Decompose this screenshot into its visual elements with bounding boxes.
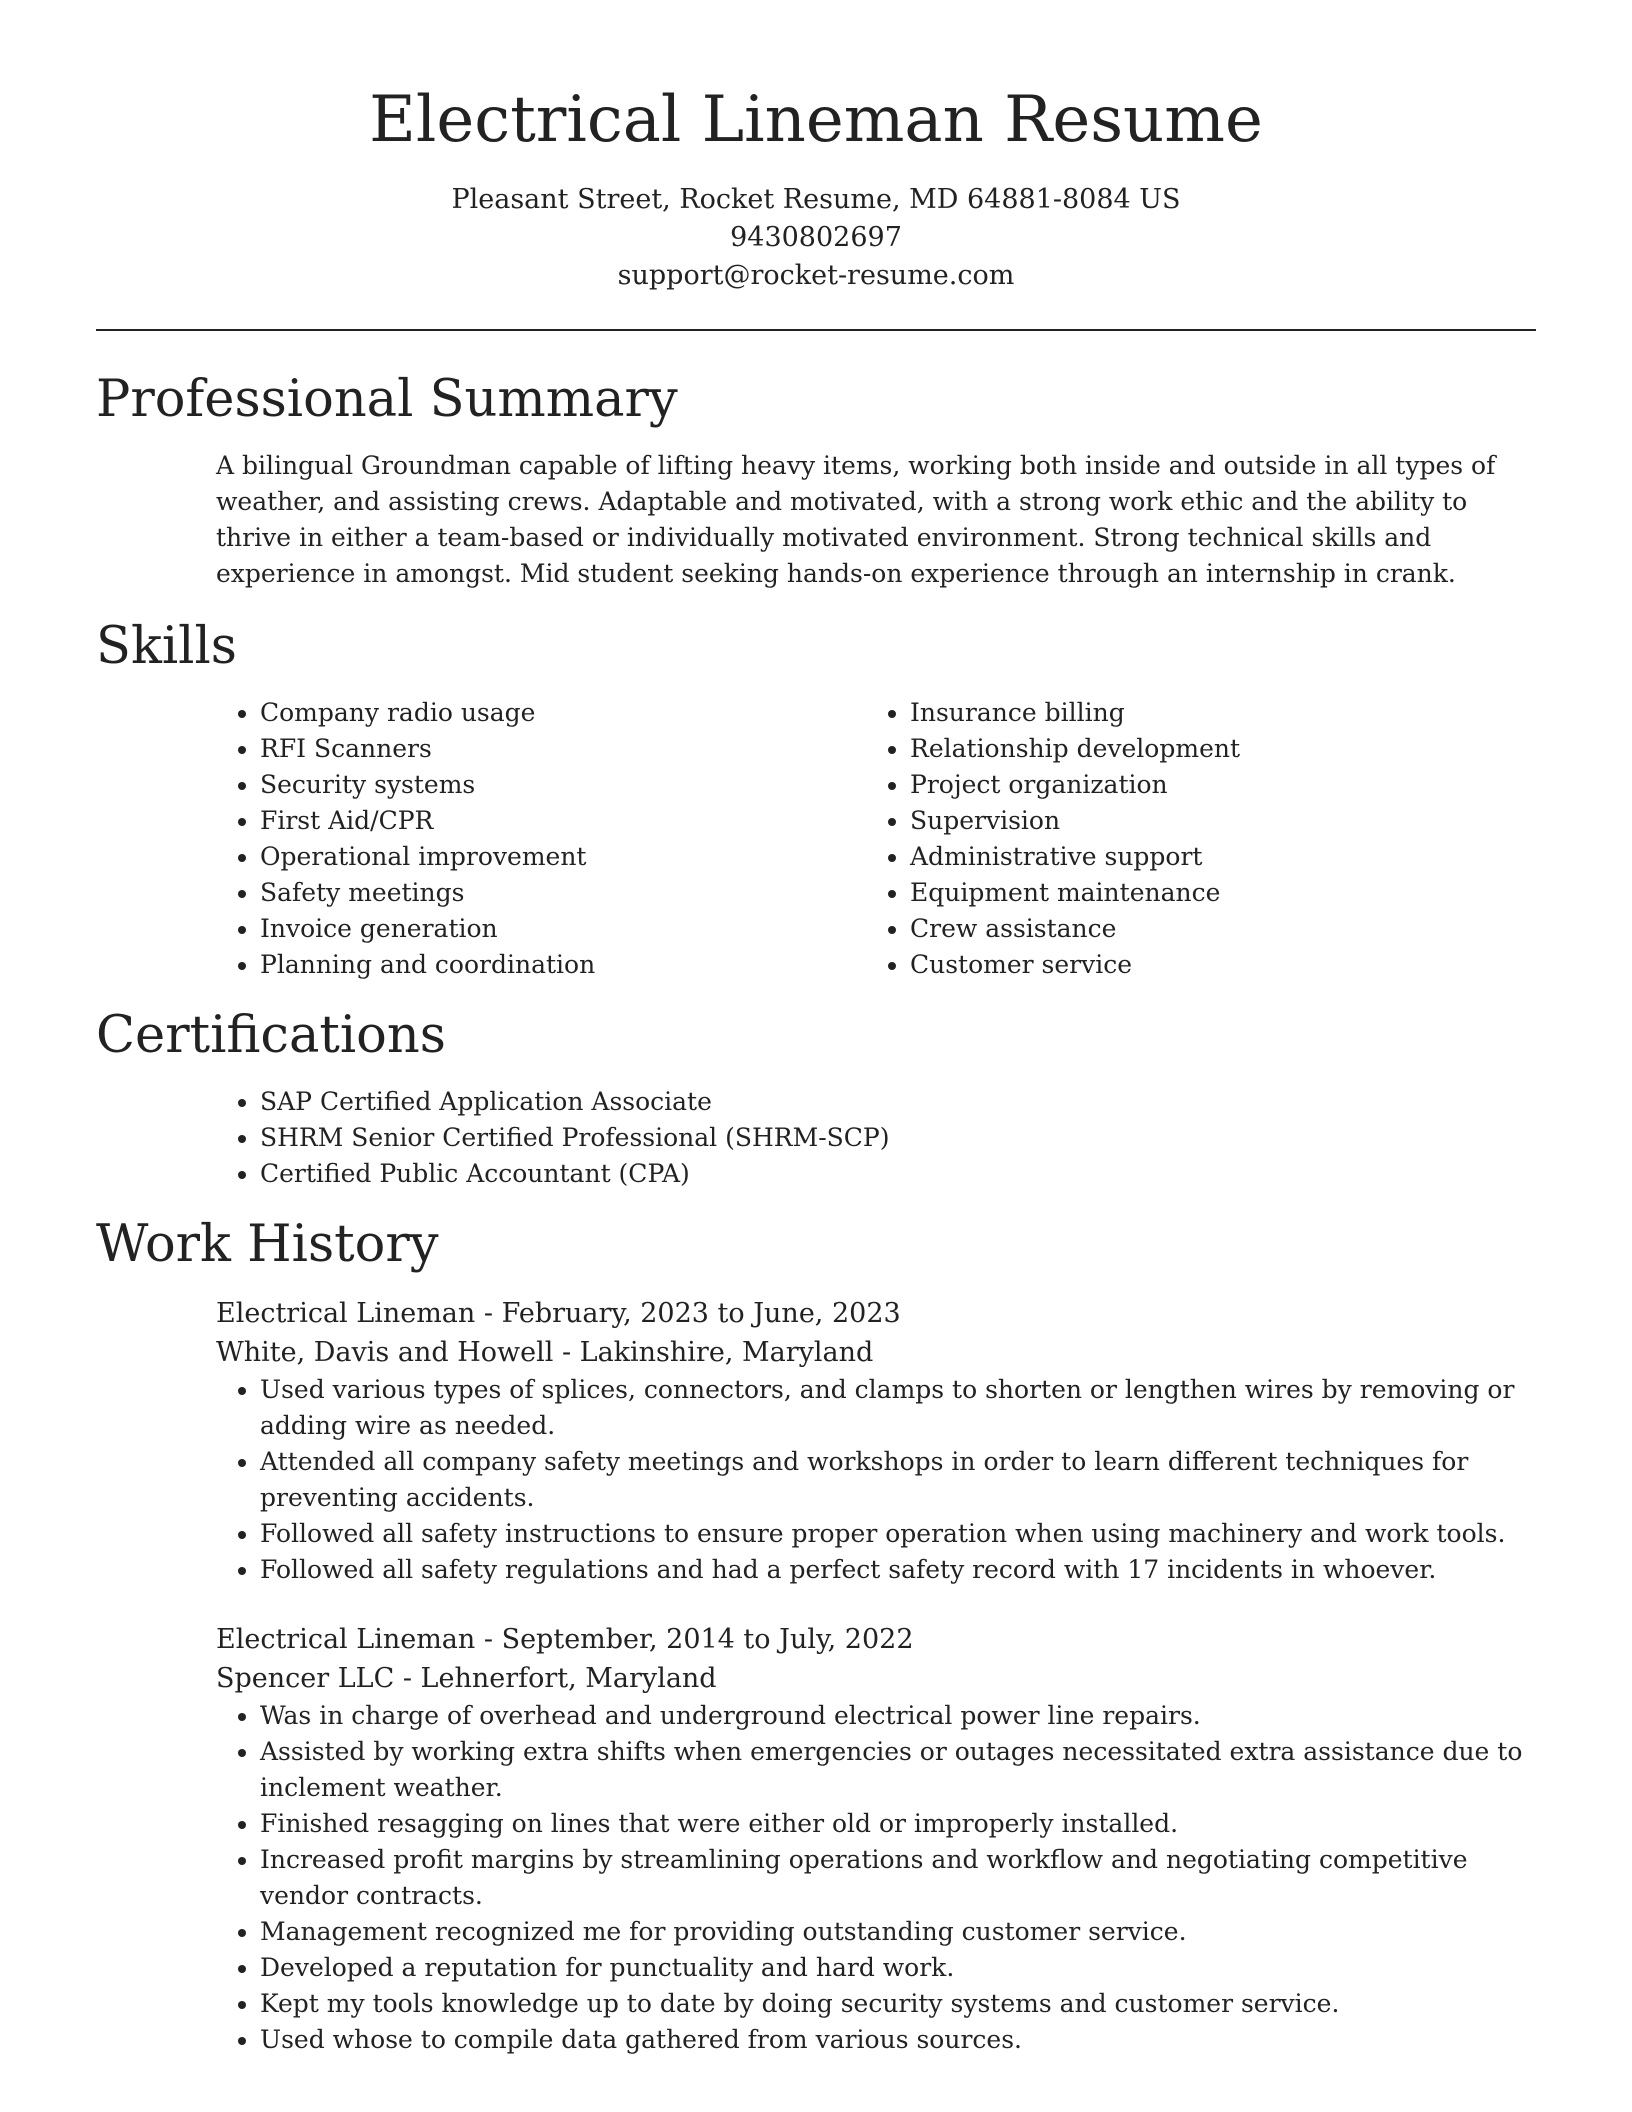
skill-item: • Supervision xyxy=(910,803,1516,839)
certifications-section xyxy=(96,1005,1536,1192)
skill-item: • Safety meetings xyxy=(260,875,866,911)
contact-email: support@rocket-resume.com xyxy=(617,259,1015,291)
certifications-body xyxy=(216,1084,1536,1192)
work-history-heading: Work History xyxy=(96,1215,439,1275)
skill-item: • First Aid/CPR xyxy=(260,803,866,839)
skill-item: • Insurance billing xyxy=(910,695,1516,731)
job-title-line: Electrical Lineman - September, 2014 to July, 2022 xyxy=(216,1623,914,1655)
certifications-heading: Certifications xyxy=(96,1006,446,1066)
skill-item: • RFI Scanners xyxy=(260,731,866,767)
job-bullet: • Increased profit margins by streamlining operations and workflow and negotiating competitive vendor contracts. xyxy=(260,1842,1536,1914)
job-bullet: • Followed all safety instructions to ensure proper operation when using machinery and work tools. xyxy=(260,1516,1536,1552)
job-title-line: Electrical Lineman - February, 2023 to June, 2023 xyxy=(216,1297,901,1329)
skill-item: • Customer service xyxy=(910,947,1516,983)
contact-address: Pleasant Street, Rocket Resume, MD 64881-8084 US xyxy=(451,183,1181,215)
job-entry xyxy=(216,1620,1536,2058)
job-bullet: • Attended all company safety meetings and workshops in order to learn different techniques for preventing accidents. xyxy=(260,1444,1536,1516)
contact-info xyxy=(96,181,1536,295)
job-bullets xyxy=(216,1698,1536,2058)
skills-column-left xyxy=(216,695,866,983)
header-divider xyxy=(96,329,1536,331)
job-bullet: • Used various types of splices, connectors, and clamps to shorten or lengthen wires by removing or adding wire as needed. xyxy=(260,1372,1536,1444)
skills-column-right xyxy=(866,695,1516,983)
certification-item: • SAP Certified Application Associate xyxy=(260,1084,1536,1120)
summary-text: A bilingual Groundman capable of lifting heavy items, working both inside and outside in all types of weather, and assisting crews. Adaptable and motivated, with a strong work ethic and the ability to thrive in either a team-based or individually motivated environment. Strong technical skills and experience in amongst. Mid student seeking hands-on experience through an internship in crank. xyxy=(216,450,1496,588)
job-company-line: White, Davis and Howell - Lakinshire, Maryland xyxy=(216,1336,874,1368)
skill-item: • Company radio usage xyxy=(260,695,866,731)
skill-item: • Invoice generation xyxy=(260,911,866,947)
job-bullet: • Finished resagging on lines that were either old or improperly installed. xyxy=(260,1806,1536,1842)
job-bullet: • Was in charge of overhead and underground electrical power line repairs. xyxy=(260,1698,1536,1734)
certification-item: • Certified Public Accountant (CPA) xyxy=(260,1156,1536,1192)
job-bullet: • Management recognized me for providing outstanding customer service. xyxy=(260,1914,1536,1950)
job-bullet: • Kept my tools knowledge up to date by doing security systems and customer service. xyxy=(260,1986,1536,2022)
resume-page xyxy=(96,0,1536,2058)
job-bullet: • Developed a reputation for punctuality and hard work. xyxy=(260,1950,1536,1986)
job-entry xyxy=(216,1294,1536,1588)
skill-item: • Relationship development xyxy=(910,731,1516,767)
skill-item: • Administrative support xyxy=(910,839,1516,875)
resume-title: Electrical Lineman Resume xyxy=(369,83,1263,157)
skills-list-left xyxy=(216,695,866,983)
skill-item: • Equipment maintenance xyxy=(910,875,1516,911)
skill-item: • Operational improvement xyxy=(260,839,866,875)
resume-header xyxy=(96,0,1536,295)
skills-section xyxy=(96,616,1536,983)
skill-item: • Security systems xyxy=(260,767,866,803)
skill-item: • Crew assistance xyxy=(910,911,1516,947)
summary-section xyxy=(96,369,1536,592)
work-history-section xyxy=(96,1214,1536,2057)
certifications-list xyxy=(216,1084,1536,1192)
job-bullets xyxy=(216,1372,1536,1588)
skills-heading: Skills xyxy=(96,616,237,676)
certification-item: • SHRM Senior Certified Professional (SHRM-SCP) xyxy=(260,1120,1536,1156)
job-bullet: • Used whose to compile data gathered from various sources. xyxy=(260,2022,1536,2058)
job-bullet: • Assisted by working extra shifts when emergencies or outages necessitated extra assistance due to inclement weather. xyxy=(260,1734,1536,1806)
skill-item: • Planning and coordination xyxy=(260,947,866,983)
summary-heading: Professional Summary xyxy=(96,369,678,429)
skill-item: • Project organization xyxy=(910,767,1516,803)
job-company-line: Spencer LLC - Lehnerfort, Maryland xyxy=(216,1662,717,1694)
contact-phone: 9430802697 xyxy=(730,221,902,253)
skills-columns xyxy=(216,695,1536,983)
job-bullet: • Followed all safety regulations and had a perfect safety record with 17 incidents in whoever. xyxy=(260,1552,1536,1588)
skills-list-right xyxy=(866,695,1516,983)
